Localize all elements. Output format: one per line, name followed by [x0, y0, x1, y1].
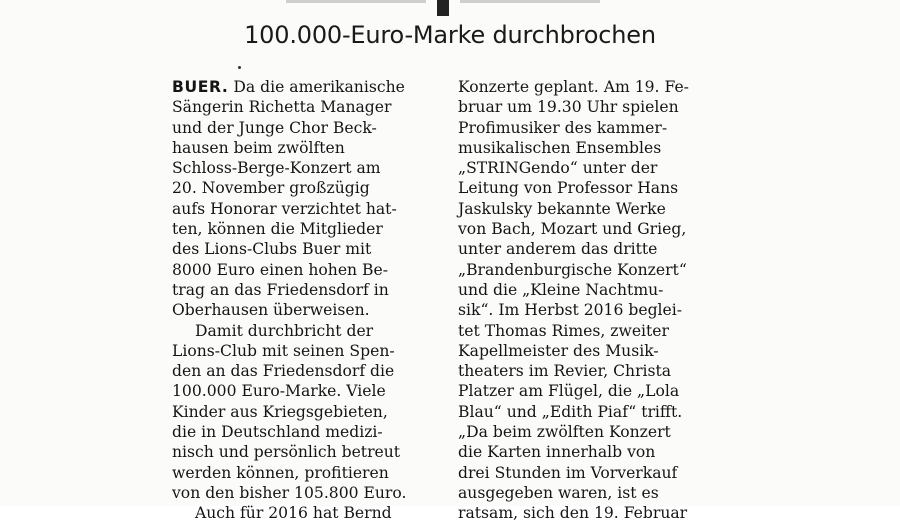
column-line: ten, können die Mitglieder — [172, 220, 383, 239]
left-column — [172, 77, 434, 524]
column-line: Profimusiker des kammer- — [458, 118, 668, 137]
column-line: 8000 Euro einen hohen Be- — [172, 260, 389, 279]
column-line: ratsam, sich den 19. Februar — [458, 504, 688, 523]
column-line: die Karten innerhalb von — [458, 443, 656, 462]
column-line: hausen beim zwölften — [172, 138, 345, 157]
column-line: Leitung von Professor Hans — [458, 179, 679, 198]
column-line: 100.000 Euro-Marke. Viele — [172, 382, 386, 401]
column-line: unter anderem das dritte — [458, 240, 658, 259]
dateline: BUER. — [172, 78, 229, 96]
right-column — [458, 77, 722, 524]
column-line: tet Thomas Rimes, zweiter — [458, 321, 669, 340]
column-line: trag an das Friedensdorf in — [172, 280, 389, 299]
column-line: und die „Kleine Nachtmu- — [458, 280, 664, 299]
column-line: Oberhausen überweisen. — [172, 301, 370, 320]
column-line: Platzer am Flügel, die „Lola — [458, 382, 680, 401]
column-line: „STRINGendo“ unter der — [458, 159, 658, 178]
column-line: Jaskulsky bekannte Werke — [458, 199, 666, 218]
column-line: Auch für 2016 hat Bernd — [195, 504, 392, 523]
column-line: Kinder aus Kriegsgebieten, — [172, 402, 388, 421]
column-line: theaters im Revier, Christa — [458, 362, 672, 381]
column-line: ausgegeben waren, ist es — [458, 483, 659, 502]
column-line: den an das Friedensdorf die — [172, 362, 395, 381]
column-line: von den bisher 105.800 Euro. — [172, 483, 407, 502]
column-line: „Da beim zwölften Konzert — [458, 423, 671, 442]
column-line: von Bach, Mozart und Grieg, — [458, 220, 687, 239]
column-line: werden können, profitieren — [172, 463, 389, 482]
column-line: drei Stunden im Vorverkauf — [458, 463, 678, 482]
column-line: 20. November großzügig — [172, 179, 370, 198]
column-line: Damit durchbricht der — [195, 321, 374, 340]
line-text: Da die amerikanische — [233, 78, 405, 96]
column-line: „Brandenburgische Konzert“ — [458, 260, 687, 279]
top-rule-right — [460, 0, 600, 3]
column-line — [172, 77, 434, 97]
column-line: bruar um 19.30 Uhr spielen — [458, 98, 679, 117]
column-line: Blau“ und „Edith Piaf“ trifft. — [458, 402, 683, 421]
column-line: Lions-Club mit seinen Spen- — [172, 341, 395, 360]
top-ornament — [437, 0, 449, 16]
column-line: sik“. Im Herbst 2016 beglei- — [458, 301, 683, 320]
column-line: musikalischen Ensembles — [458, 138, 662, 157]
column-line: und der Junge Chor Beck- — [172, 118, 377, 137]
column-line: des Lions-Clubs Buer mit — [172, 240, 372, 259]
top-rule-left — [286, 0, 426, 3]
column-line: nisch und persönlich betreut — [172, 443, 401, 462]
column-line: Schloss-Berge-Konzert am — [172, 159, 381, 178]
column-line: Sängerin Richetta Manager — [172, 98, 392, 117]
column-line: die in Deutschland medizi- — [172, 423, 383, 442]
column-line: aufs Honorar verzichtet hat- — [172, 199, 397, 218]
article-headline: 100.000-Euro-Marke durchbrochen — [244, 21, 656, 49]
column-line: Kapellmeister des Musik- — [458, 341, 659, 360]
print-speck — [238, 66, 241, 69]
column-line: Konzerte geplant. Am 19. Fe- — [458, 78, 689, 96]
